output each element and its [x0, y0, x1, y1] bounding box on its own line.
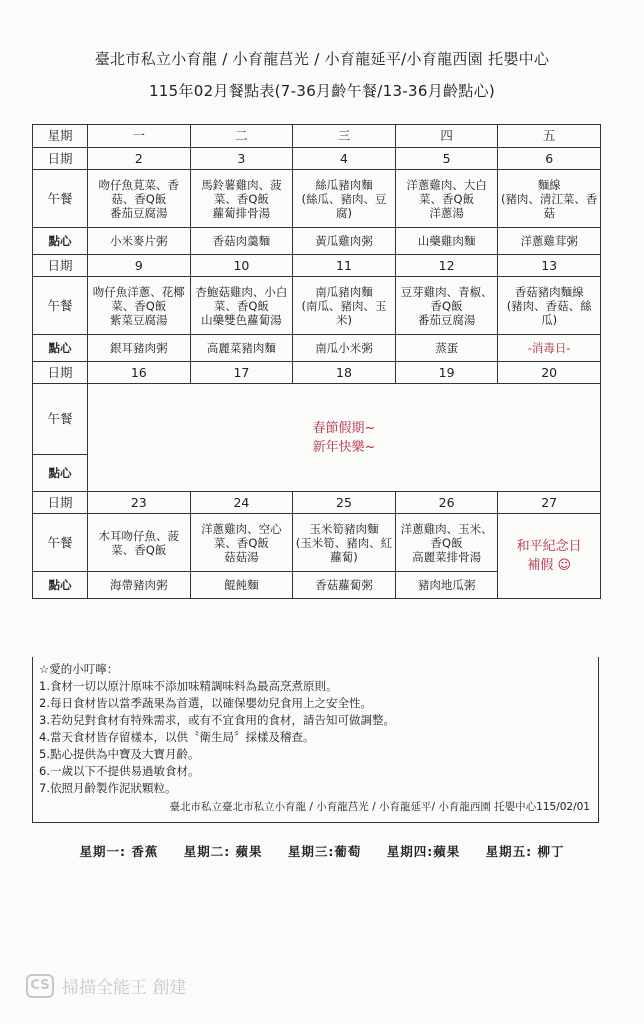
date-cell: 12 [395, 255, 498, 277]
note-item: 7.依照月齡製作泥狀顆粒。 [39, 781, 177, 795]
lunch-cell: 玉米筍豬肉麵 (玉米筍、豬肉、紅蘿蔔) [293, 514, 396, 572]
date-cell: 2 [88, 148, 191, 170]
notes-heading: ☆愛的小叮嚀： [39, 662, 119, 676]
weekday-thu: 四 [395, 125, 498, 148]
date-cell: 27 [498, 492, 601, 514]
peace-day-holiday [498, 514, 601, 599]
lunch-cell: 洋蔥雞肉、大白菜、香Q飯 洋蔥湯 [395, 170, 498, 228]
lunch-row [33, 514, 601, 572]
snack-label: 點心 [33, 455, 88, 492]
lunch-row [33, 277, 601, 335]
watermark-text: 掃描全能王 創建 [62, 978, 187, 998]
peace-day-text: 和平紀念日 [516, 539, 582, 554]
lunch-cell: 吻仔魚莧菜、香菇、香Q飯 番茄豆腐湯 [88, 170, 191, 228]
snack-cell: 海帶豬肉粥 [88, 572, 191, 599]
peace-day-text: 補假 ☺ [527, 558, 572, 573]
lunch-cell: 洋蔥雞肉、玉米、香Q飯 高麗菜排骨湯 [395, 514, 498, 572]
notes-footer: 臺北市私立臺北市私立小育龍 / 小育龍莒光 / 小育龍延平/ 小育龍西園 托嬰中心115/02/01 [169, 801, 590, 813]
disinfection-day: -消毒日- [498, 335, 601, 362]
lunch-cell: 豆芽雞肉、青椒、香Q飯 番茄豆腐湯 [395, 277, 498, 335]
lunch-label: 午餐 [33, 514, 88, 572]
lunch-cell: 吻仔魚洋蔥、花椰菜、香Q飯 紫菜豆腐湯 [88, 277, 191, 335]
note-item: 4.當天食材皆存留樣本，以供〝衛生局〞採樣及稽查。 [39, 730, 315, 744]
note-item: 5.點心提供為中寶及大寶月齡。 [39, 747, 200, 761]
snack-cell: 小米麥片粥 [88, 228, 191, 255]
note-item: 1.食材一切以原汁原味不添加味精調味料為最高烹煮原則。 [39, 679, 338, 693]
date-cell: 4 [293, 148, 396, 170]
snack-cell: 洋蔥雞茸粥 [498, 228, 601, 255]
date-row [33, 148, 601, 170]
lunch-cell: 木耳吻仔魚、菠菜、香Q飯 [88, 514, 191, 572]
date-cell: 16 [88, 362, 191, 384]
holiday-text: 新年快樂~ [312, 439, 376, 455]
snack-cell: 銀耳豬肉粥 [88, 335, 191, 362]
date-label: 日期 [33, 492, 88, 514]
weekday-tue: 二 [190, 125, 293, 148]
snack-label: 點心 [33, 228, 88, 255]
date-row [33, 492, 601, 514]
lunch-cell: 南瓜豬肉麵 (南瓜、豬肉、玉米) [293, 277, 396, 335]
lunch-label: 午餐 [33, 277, 88, 335]
date-cell: 25 [293, 492, 396, 514]
note-item: 6.一歲以下不提供易過敏食材。 [39, 764, 200, 778]
snack-cell: 香菇肉羹麵 [190, 228, 293, 255]
lunch-label: 午餐 [33, 384, 88, 455]
date-cell: 24 [190, 492, 293, 514]
date-cell: 3 [190, 148, 293, 170]
date-cell: 26 [395, 492, 498, 514]
document-title: 臺北市私立小育龍 / 小育龍莒光 / 小育龍延平/小育龍西園 托嬰中心 [94, 50, 550, 68]
date-cell: 23 [88, 492, 191, 514]
date-cell: 11 [293, 255, 396, 277]
snack-row [33, 335, 601, 362]
fruit-item: 星期五: 柳丁 [485, 844, 565, 859]
document-subtitle: 115年02月餐點表(7-36月齡午餐/13-36月齡點心) [148, 82, 496, 100]
note-item: 2.每日食材皆以當季蔬果為首選，以確保嬰幼兒食用上之安全性。 [39, 696, 372, 710]
snack-cell: 南瓜小米粥 [293, 335, 396, 362]
date-cell: 17 [190, 362, 293, 384]
snack-cell: 蒸蛋 [395, 335, 498, 362]
weekday-wed: 三 [293, 125, 396, 148]
holiday-block [88, 384, 601, 492]
snack-cell: 黃瓜雞肉粥 [293, 228, 396, 255]
snack-label: 點心 [33, 335, 88, 362]
menu-table [32, 124, 601, 599]
date-label: 日期 [33, 255, 88, 277]
date-label: 日期 [33, 148, 88, 170]
lunch-cell: 絲瓜豬肉麵 (絲瓜、豬肉、豆腐) [293, 170, 396, 228]
holiday-lunch-row [33, 384, 601, 455]
weekday-fri: 五 [498, 125, 601, 148]
snack-cell: 豬肉地瓜粥 [395, 572, 498, 599]
weekday-label: 星期 [33, 125, 88, 148]
date-cell: 6 [498, 148, 601, 170]
scanner-watermark [26, 973, 186, 998]
fruit-item: 星期一: 香蕉 [79, 844, 159, 859]
snack-cell: 餛飩麵 [190, 572, 293, 599]
snack-cell: 山藥雞肉麵 [395, 228, 498, 255]
holiday-text: 春節假期~ [312, 420, 376, 436]
note-item: 3.若幼兒對食材有特殊需求，或有不宜食用的食材，請告知可做調整。 [39, 713, 395, 727]
date-label: 日期 [33, 362, 88, 384]
snack-row [33, 228, 601, 255]
weekday-row [33, 125, 601, 148]
date-cell: 5 [395, 148, 498, 170]
fruit-item: 星期四:蘋果 [386, 844, 461, 859]
date-cell: 18 [293, 362, 396, 384]
fruit-schedule [0, 842, 644, 860]
fruit-item: 星期三:葡萄 [287, 844, 362, 859]
date-cell: 9 [88, 255, 191, 277]
date-cell: 10 [190, 255, 293, 277]
lunch-cell: 杏鮑菇雞肉、小白菜、香Q飯 山藥雙色蘿蔔湯 [190, 277, 293, 335]
snack-cell: 香菇蘿蔔粥 [293, 572, 396, 599]
camscanner-icon: CS [26, 974, 54, 998]
snack-label: 點心 [33, 572, 88, 599]
date-cell: 20 [498, 362, 601, 384]
lunch-cell: 洋蔥雞肉、空心菜、香Q飯 菇菇湯 [190, 514, 293, 572]
notes-box [32, 657, 599, 823]
weekday-mon: 一 [88, 125, 191, 148]
date-row [33, 362, 601, 384]
snack-cell: 高麗菜豬肉麵 [190, 335, 293, 362]
lunch-cell: 香菇豬肉麵線 (豬肉、香菇、絲瓜) [498, 277, 601, 335]
date-cell: 19 [395, 362, 498, 384]
lunch-row [33, 170, 601, 228]
date-cell: 13 [498, 255, 601, 277]
fruit-item: 星期二: 蘋果 [183, 844, 263, 859]
lunch-cell: 麵線 (豬肉、清江菜、香菇 [498, 170, 601, 228]
lunch-label: 午餐 [33, 170, 88, 228]
lunch-cell: 馬鈴薯雞肉、菠菜、香Q飯 蘿蔔排骨湯 [190, 170, 293, 228]
date-row [33, 255, 601, 277]
